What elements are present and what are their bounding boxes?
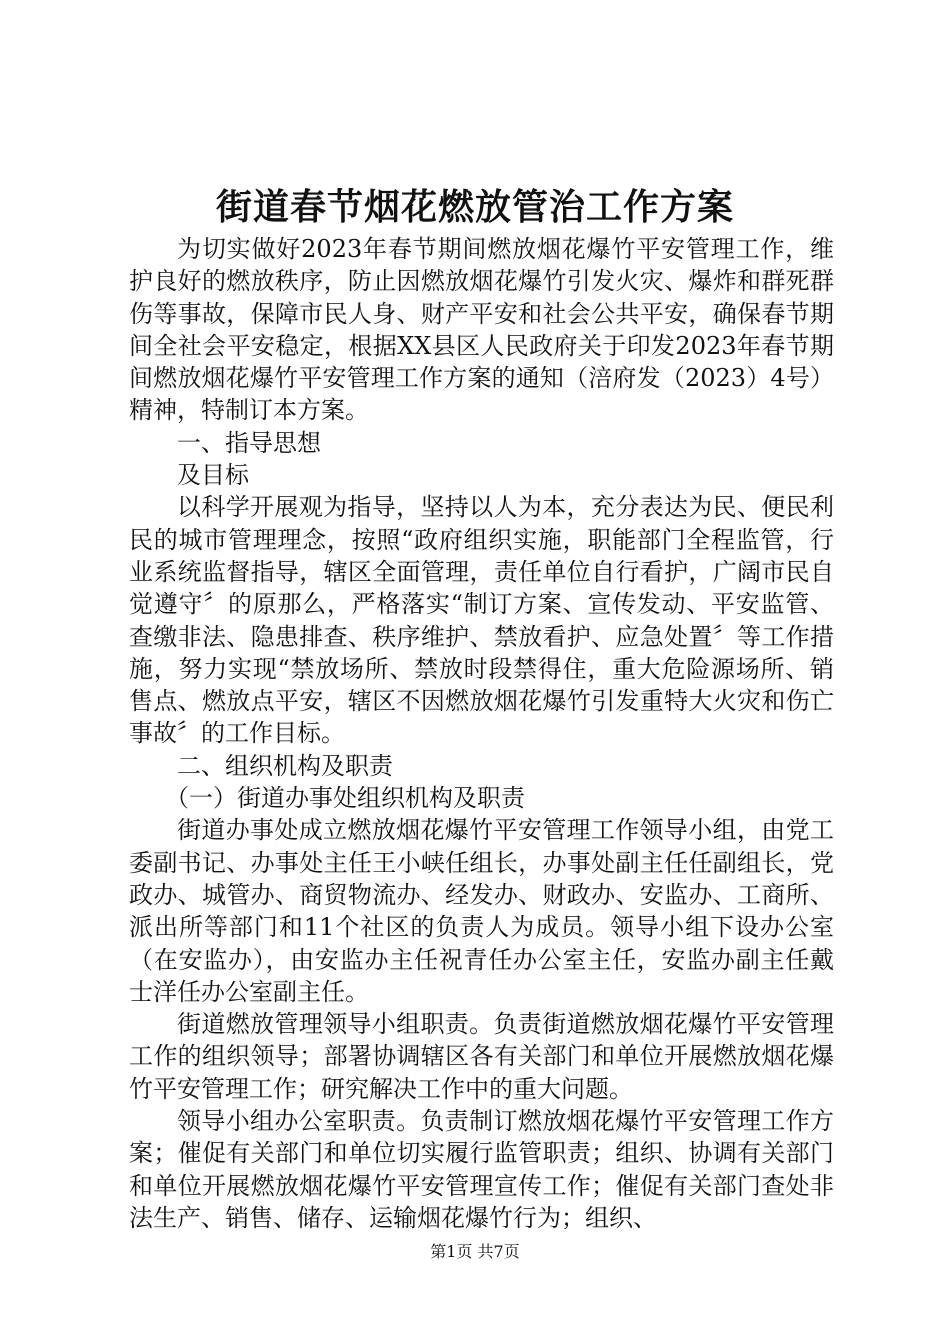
subsection-heading-street-office: （一）街道办事处组织机构及职责 [165,784,525,813]
page-indicator: 第1页 共7页 [430,1242,520,1261]
organization-paragraph: 街道办事处成立燃放烟花爆竹平安管理工作领导小组，由党工委副书记、办事处主任王小峡任组长，办事处副主任任副组长，党政办、城管办、商贸物流办、经发办、财政办、安监办、工商所、派出所等部门和11个社区的负责人为成员。领导小组下设办公室（在安监办），由安监办主任祝青任办公室主任，安监办副主任戴士洋任办公室副主任。 [129,816,834,1006]
section-heading-goals: 及目标 [177,461,249,490]
section-heading-organization: 二、组织机构及职责 [177,751,393,780]
office-duties-paragraph: 领导小组办公室职责。负责制订燃放烟花爆竹平安管理工作方案；催促有关部门和单位切实履行监管职责；组织、协调有关部门和单位开展燃放烟花爆竹平安管理宣传工作；催促有关部门查处非法生产、销售、储存、运输烟花爆竹行为；组织、 [129,1107,834,1232]
section-heading-guiding-thought: 一、指导思想 [177,428,321,457]
leading-group-duties-paragraph: 街道燃放管理领导小组职责。负责街道燃放烟花爆竹平安管理工作的组织领导；部署协调辖区各有关部门和单位开展燃放烟花爆竹平安管理工作；研究解决工作中的重大问题。 [129,1010,834,1103]
document-title: 街道春节烟花燃放管治工作方案 [215,186,734,228]
document-body [129,233,834,1234]
intro-paragraph: 为切实做好2023年春节期间燃放烟花爆竹平安管理工作，维护良好的燃放秩序，防止因燃放烟花爆竹引发火灾、爆炸和群死群伤等事故，保障市民人身、财产平安和社会公共平安，确保春节期间全社会平安稳定，根据XX县区人民政府关于印发2023年春节期间燃放烟花爆竹平安管理工作方案的通知（涪府发（2023）4号）精神，特制订本方案。 [129,235,834,425]
guiding-paragraph: 以科学开展观为指导，坚持以人为本，充分表达为民、便民利民的城市管理理念，按照“政府组织实施，职能部门全程监管，行业系统监督指导，辖区全面管理，责任单位自行看护，广阔市民自觉遵守〞的原那么，严格落实“制订方案、宣传发动、平安监管、查缴非法、隐患排查、秩序维护、禁放看护、应急处置〞等工作措施，努力实现“禁放场所、禁放时段禁得住，重大危险源场所、销售点、燃放点平安，辖区不因燃放烟花爆竹引发重特大火灾和伤亡事故〞的工作目标。 [129,493,834,748]
